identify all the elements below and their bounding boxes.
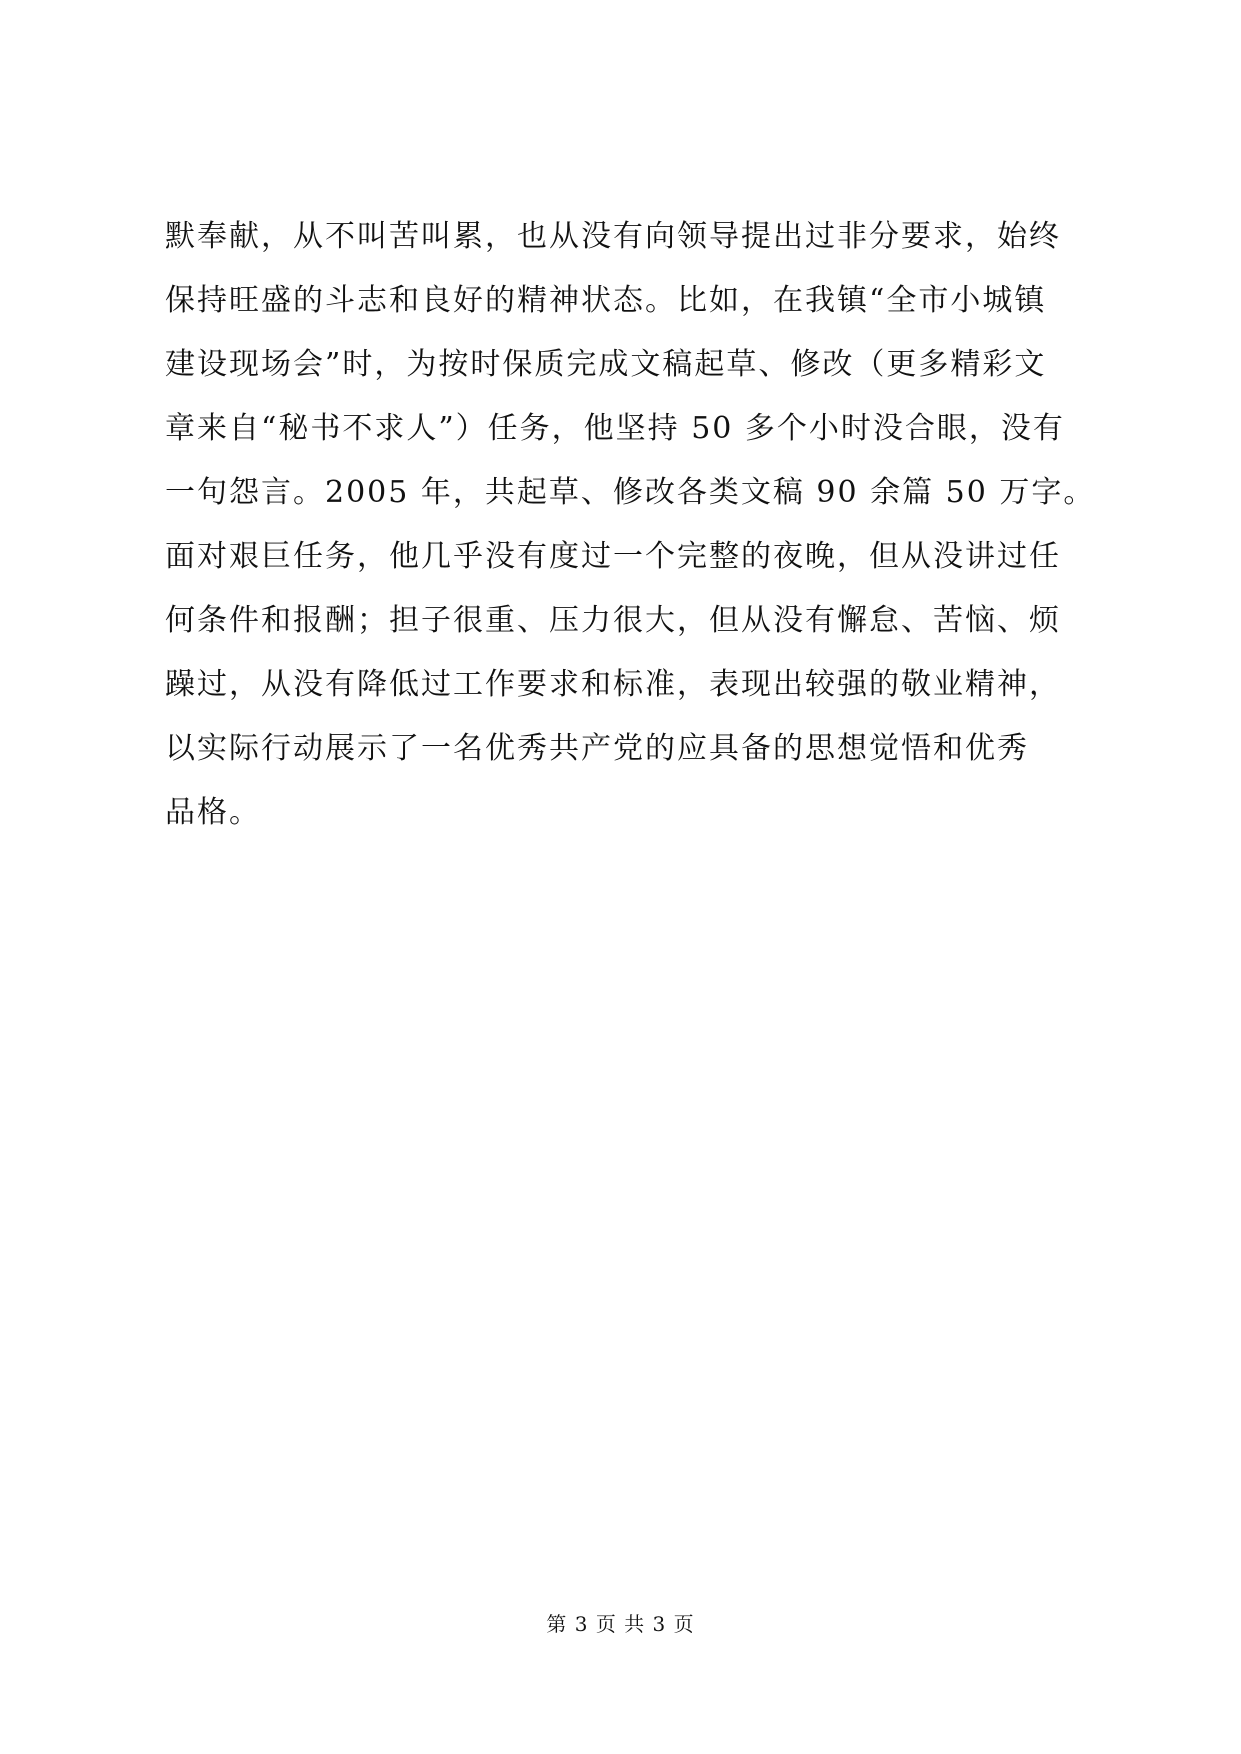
text-line: 默奉献，从不叫苦叫累，也从没有向领导提出过非分要求，始终 [165, 219, 1061, 254]
text-line: 品格。 [165, 795, 261, 830]
page-number-footer: 第 3 页 共 3 页 [546, 1612, 695, 1636]
text-line: 章来自“秘书不求人”）任务，他坚持 50 多个小时没合眼，没有 [165, 411, 1065, 446]
text-line: 一句怨言。2005 年，共起草、修改各类文稿 90 余篇 50 万字。 [165, 475, 1096, 510]
text-line: 保持旺盛的斗志和良好的精神状态。比如，在我镇“全市小城镇 [165, 283, 1047, 318]
text-line: 建设现场会”时，为按时保质完成文稿起草、修改（更多精彩文 [165, 347, 1047, 382]
text-line: 躁过，从没有降低过工作要求和标准，表现出较强的敬业精神， [165, 667, 1061, 702]
body-paragraph [165, 205, 1095, 845]
text-line: 面对艰巨任务，他几乎没有度过一个完整的夜晚，但从没讲过任 [165, 539, 1061, 574]
text-line: 何条件和报酬；担子很重、压力很大，但从没有懈怠、苦恼、烦 [165, 603, 1061, 638]
text-line: 以实际行动展示了一名优秀共产党的应具备的思想觉悟和优秀 [165, 731, 1029, 766]
